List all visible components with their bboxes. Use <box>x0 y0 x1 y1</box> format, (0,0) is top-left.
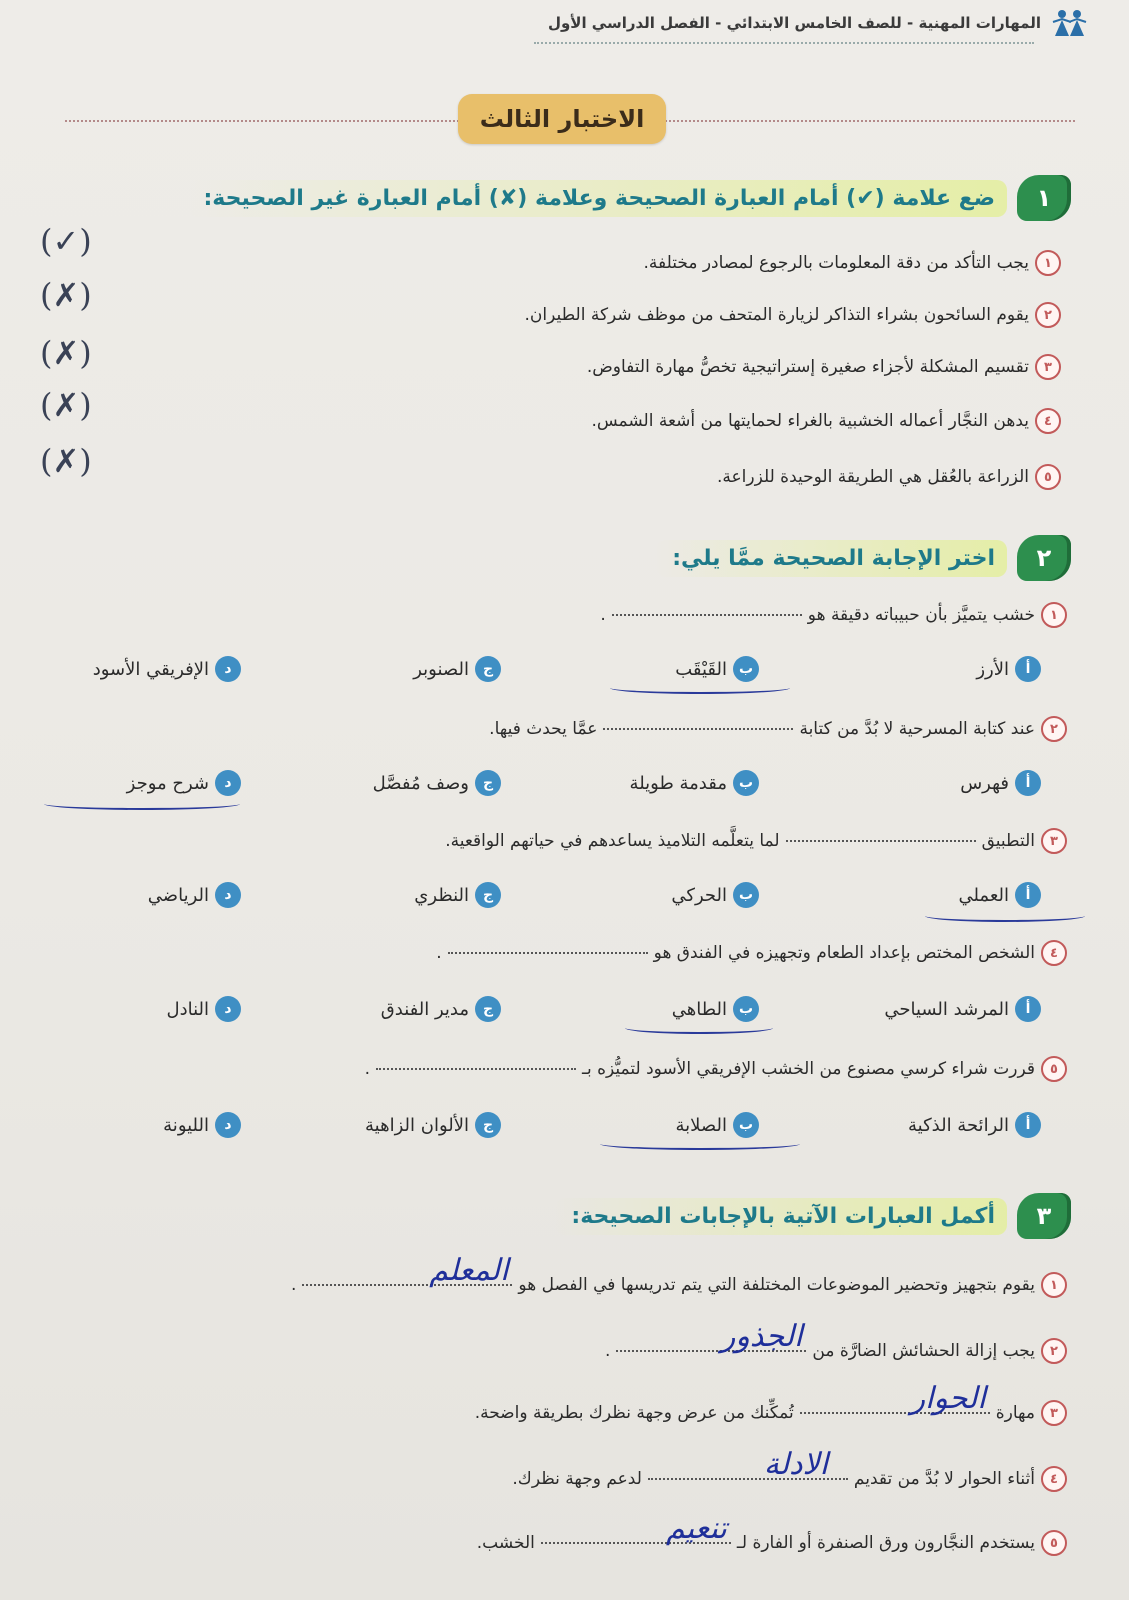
item-text: يجب إزالة الحشائش الضارَّة من <box>812 1341 1035 1361</box>
option-a <box>908 1112 1041 1138</box>
completion-item-1 <box>291 1253 1067 1298</box>
option-text: الصلابة <box>675 1114 727 1136</box>
statement-text: يدهن النجَّار أعماله الخشبية بالغراء لحمايتها من أشعة الشمس. <box>591 411 1029 431</box>
option-d <box>127 770 241 796</box>
tf-statement-2 <box>524 302 1061 328</box>
section-1-title: ضع علامة (✔) أمام العبارة الصحيحة وعلامة (✘) أمام العبارة غير الصحيحة: <box>187 180 1007 217</box>
tf-statement-5 <box>717 464 1061 490</box>
item-number: ٥ <box>1041 1056 1067 1082</box>
option-text: النظري <box>414 884 469 906</box>
item-text: مهارة <box>995 1403 1035 1423</box>
tf-statement-4 <box>591 408 1061 434</box>
option-b <box>676 1112 760 1138</box>
answer-blank <box>541 1511 731 1546</box>
item-number: ٥ <box>1041 1530 1067 1556</box>
option-text: فهرس <box>960 772 1009 794</box>
option-b <box>675 656 759 682</box>
statement-text: يقوم السائحون بشراء التذاكر لزيارة المتحف من موظف شركة الطيران. <box>524 305 1029 325</box>
option-letter: أ <box>1015 1112 1041 1138</box>
question-tail: . <box>436 943 442 963</box>
option-letter: ج <box>475 770 501 796</box>
completion-item-5 <box>476 1511 1067 1556</box>
option-letter: د <box>215 882 241 908</box>
answer-blank <box>612 614 802 616</box>
option-b <box>672 996 759 1022</box>
completion-item-3 <box>474 1381 1067 1426</box>
handwritten-answer: الادلة <box>763 1447 828 1482</box>
question-tail: . <box>600 605 606 625</box>
option-text: الليونة <box>163 1114 209 1136</box>
item-number: ٣ <box>1035 354 1061 380</box>
section-1-badge: ١ <box>1017 175 1071 221</box>
students-logo-icon <box>1051 8 1089 38</box>
item-text: أثناء الحوار لا بُدَّ من تقديم <box>853 1469 1035 1489</box>
item-number: ٤ <box>1041 940 1067 966</box>
option-letter: د <box>215 1112 241 1138</box>
option-letter: ج <box>475 656 501 682</box>
item-number: ١ <box>1041 1272 1067 1298</box>
option-letter: أ <box>1015 882 1041 908</box>
option-d <box>93 656 241 682</box>
option-text: مقدمة طويلة <box>629 772 727 794</box>
option-letter: د <box>215 656 241 682</box>
answer-blank <box>800 1381 990 1416</box>
item-text: يستخدم النجَّارون ورق الصنفرة أو الفارة لـ <box>736 1533 1035 1553</box>
option-text: الإفريقي الأسود <box>92 658 209 680</box>
handwritten-underline <box>600 1138 800 1150</box>
option-letter: ب <box>733 656 759 682</box>
mcq-question-4 <box>436 940 1067 966</box>
item-number: ٤ <box>1041 1466 1067 1492</box>
page-header <box>529 8 1089 38</box>
item-number: ٢ <box>1041 1338 1067 1364</box>
option-a <box>958 882 1041 908</box>
item-number: ٣ <box>1041 1400 1067 1426</box>
option-letter: أ <box>1015 656 1041 682</box>
option-text: الطاهي <box>671 998 727 1020</box>
section-1-header <box>187 172 1071 224</box>
option-text: شرح موجز <box>126 772 209 794</box>
completion-item-2 <box>605 1319 1067 1364</box>
answer-blank <box>302 1253 512 1288</box>
item-tail: الخشب. <box>476 1533 535 1553</box>
handwritten-answer: الحوار <box>910 1381 986 1416</box>
option-letter: ج <box>475 882 501 908</box>
tf-statement-3 <box>587 354 1061 380</box>
option-text: الحركي <box>671 884 727 906</box>
answer-mark-4: (✗) <box>40 386 92 424</box>
mcq-question-5 <box>365 1056 1067 1082</box>
answer-blank <box>603 728 793 730</box>
option-d <box>167 996 242 1022</box>
handwritten-answer: تنعيم <box>665 1511 727 1546</box>
handwritten-answer: الجذور <box>720 1319 803 1354</box>
statement-text: الزراعة بالعُقل هي الطريقة الوحيدة للزراعة. <box>716 467 1029 487</box>
answer-blank <box>376 1068 576 1070</box>
section-2-badge: ٢ <box>1017 535 1071 581</box>
option-letter: ب <box>733 1112 759 1138</box>
option-c <box>365 1112 501 1138</box>
option-text: العملي <box>958 884 1009 906</box>
section-3-badge: ٣ <box>1017 1193 1071 1239</box>
option-a <box>976 656 1041 682</box>
answer-mark-5: (✗) <box>40 442 92 480</box>
mcq-question-1 <box>600 602 1067 628</box>
option-letter: ج <box>475 1112 501 1138</box>
question-tail: لما يتعلَّمه التلاميذ يساعدهم في حياتهم الواقعية. <box>445 831 780 851</box>
option-text: النادل <box>166 998 209 1020</box>
option-b <box>671 882 759 908</box>
item-number: ١ <box>1041 602 1067 628</box>
option-c <box>414 882 501 908</box>
item-number: ١ <box>1035 250 1061 276</box>
option-letter: ب <box>733 882 759 908</box>
question-tail: . <box>364 1059 371 1079</box>
option-text: الصنوبر <box>413 658 469 680</box>
answer-blank <box>648 1447 848 1482</box>
item-number: ٢ <box>1035 302 1061 328</box>
option-d <box>148 882 241 908</box>
item-text: يقوم بتجهيز وتحضير الموضوعات المختلفة التي يتم تدريسها في الفصل هو <box>518 1275 1035 1295</box>
completion-item-4 <box>512 1447 1067 1492</box>
handwritten-underline <box>610 682 790 694</box>
answer-mark-2: (✗) <box>40 276 92 314</box>
header-title: المهارات المهنية - للصف الخامس الابتدائي - الفصل الدراسي الأول <box>547 14 1041 32</box>
option-c <box>413 656 501 682</box>
tf-statement-1 <box>643 250 1061 276</box>
question-tail: عمَّا يحدث فيها. <box>489 719 598 739</box>
option-letter: ب <box>733 770 759 796</box>
option-letter: د <box>215 770 241 796</box>
option-letter: أ <box>1015 770 1041 796</box>
mcq-question-2 <box>489 716 1067 742</box>
item-number: ٢ <box>1041 716 1067 742</box>
handwritten-underline <box>625 1022 773 1034</box>
answer-blank <box>786 840 976 842</box>
question-text: عند كتابة المسرحية لا بُدَّ من كتابة <box>799 719 1035 739</box>
item-number: ٤ <box>1035 408 1061 434</box>
question-text: قررت شراء كرسي مصنوع من الخشب الإفريقي الأسود لتميُّزه بـ <box>582 1059 1035 1079</box>
exam-title: الاختبار الثالث <box>458 94 666 144</box>
question-text: التطبيق <box>981 831 1035 851</box>
item-tail: تُمكِّنك من عرض وجهة نظرك بطريقة واضحة. <box>474 1403 794 1423</box>
option-letter: ج <box>475 996 501 1022</box>
option-letter: أ <box>1015 996 1041 1022</box>
item-tail: . <box>291 1275 297 1295</box>
option-letter: ب <box>733 996 759 1022</box>
section-3-title: أكمل العبارات الآتية بالإجابات الصحيحة: <box>555 1198 1007 1235</box>
handwritten-answer: المعلم <box>429 1253 509 1288</box>
option-text: الرائحة الذكية <box>907 1114 1009 1136</box>
item-number: ٣ <box>1041 828 1067 854</box>
question-text: خشب يتميَّز بأن حبيباته دقيقة هو <box>807 605 1035 625</box>
option-text: الرياضي <box>147 884 209 906</box>
option-b <box>630 770 759 796</box>
section-2-title: اختر الإجابة الصحيحة ممَّا يلي: <box>656 540 1007 577</box>
option-c <box>381 996 501 1022</box>
option-d <box>163 1112 241 1138</box>
answer-blank <box>616 1319 806 1354</box>
option-letter: د <box>215 996 241 1022</box>
item-tail: . <box>605 1341 611 1361</box>
mcq-question-3 <box>445 828 1067 854</box>
item-tail: لدعم وجهة نظرك. <box>512 1469 642 1489</box>
option-c <box>373 770 501 796</box>
question-text: الشخص المختص بإعداد الطعام وتجهيزه في الفندق هو <box>653 943 1035 963</box>
option-text: مدير الفندق <box>380 998 469 1020</box>
handwritten-underline <box>44 798 240 810</box>
statement-text: تقسيم المشكلة لأجزاء صغيرة إستراتيجية تخصُّ مهارة التفاوض. <box>586 357 1029 377</box>
answer-mark-1: (✓) <box>40 222 92 260</box>
handwritten-underline <box>925 910 1085 922</box>
header-divider <box>534 42 1034 44</box>
answer-mark-3: (✗) <box>40 334 92 372</box>
answer-blank <box>448 952 648 954</box>
item-number: ٥ <box>1035 464 1061 490</box>
option-text: وصف مُفصَّل <box>372 772 469 794</box>
section-3-header <box>555 1190 1071 1242</box>
option-a <box>960 770 1041 796</box>
section-2-header <box>656 532 1071 584</box>
option-a <box>884 996 1041 1022</box>
statement-text: يجب التأكد من دقة المعلومات بالرجوع لمصادر مختلفة. <box>643 253 1029 273</box>
option-text: الأرز <box>976 658 1009 680</box>
option-text: المرشد السياحي <box>884 998 1009 1020</box>
option-text: القَيْقَب <box>675 658 727 680</box>
option-text: الألوان الزاهية <box>365 1114 469 1136</box>
